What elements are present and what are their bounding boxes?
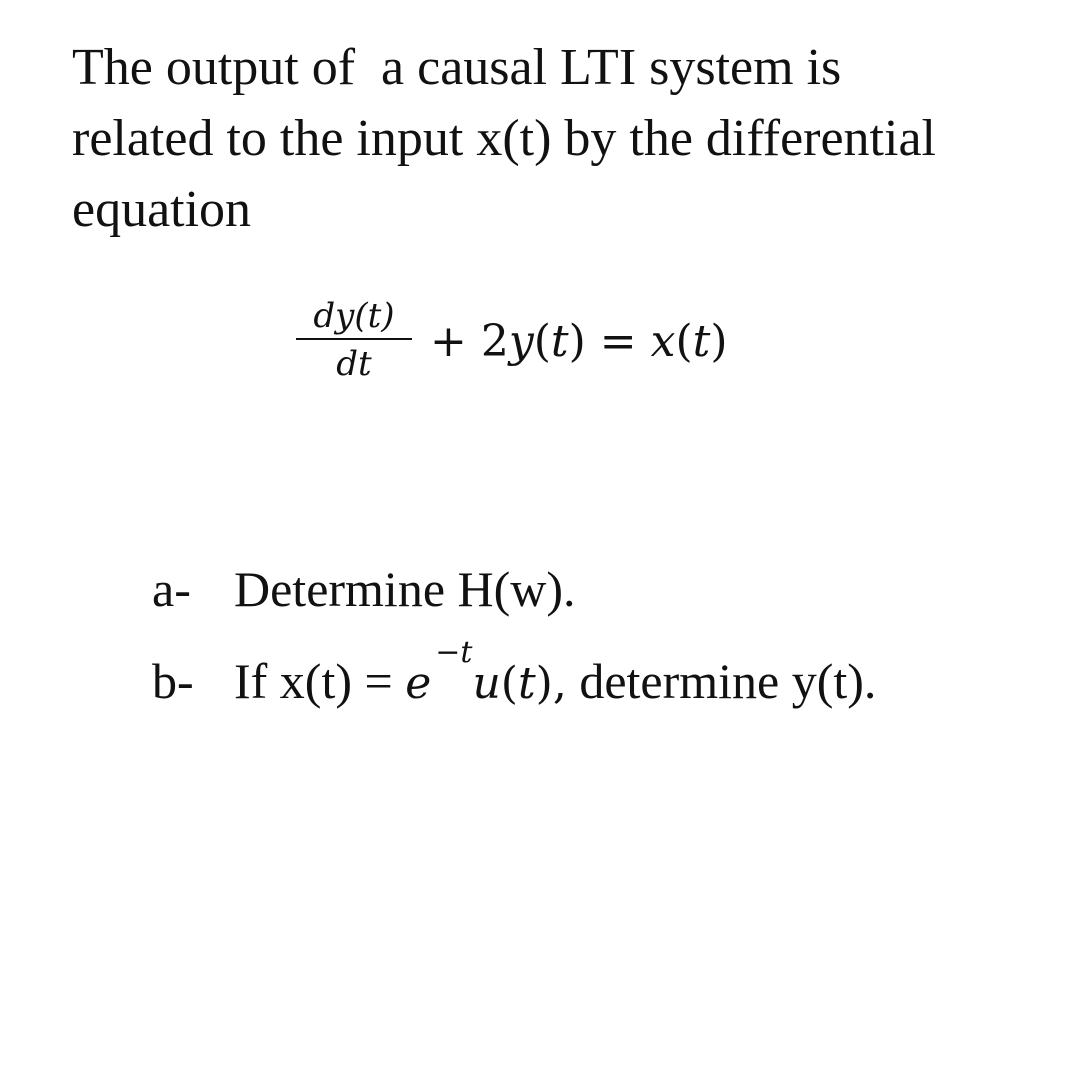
y-close-paren: ) [568,316,586,367]
x-open-paren: ( [675,316,693,367]
step-argument: t [517,658,536,709]
derivative-fraction [296,294,412,384]
exponential-base: e [405,658,432,709]
part-a-text: Determine H(w). [234,561,576,617]
coefficient: 2 [480,316,509,367]
step-close-paren: ), [535,658,567,709]
part-a-label: a- [152,561,191,617]
y-open-paren: ( [533,316,551,367]
equals-sign: = [599,316,637,367]
step-func-name: u [472,658,501,709]
intro-line-2: related to the input x(t) by the differential [72,110,936,167]
y-argument: t [550,316,569,367]
plus-sign: + [430,316,467,367]
intro-line-1: The output of a causal LTI system is [72,39,842,96]
x-variable: x [650,316,676,367]
y-variable: y [508,316,534,367]
part-b-text-before: If x(t) = [234,653,406,709]
exponent: −t [435,635,473,670]
unit-step-function [472,658,566,709]
fraction-bar [296,338,412,340]
part-b-text [234,635,877,710]
part-b-text-after: determine y(t). [566,653,877,709]
part-b-label: b- [152,653,194,709]
problem-statement [72,32,1032,245]
fraction-numerator: dy(t) [313,296,395,336]
fraction-denominator: dt [336,344,372,384]
equation-right-side [430,316,728,367]
x-argument: t [692,316,711,367]
x-close-paren: ) [710,316,728,367]
differential-equation [296,294,816,394]
step-open-paren: ( [500,658,518,709]
intro-line-3: equation [72,181,252,238]
